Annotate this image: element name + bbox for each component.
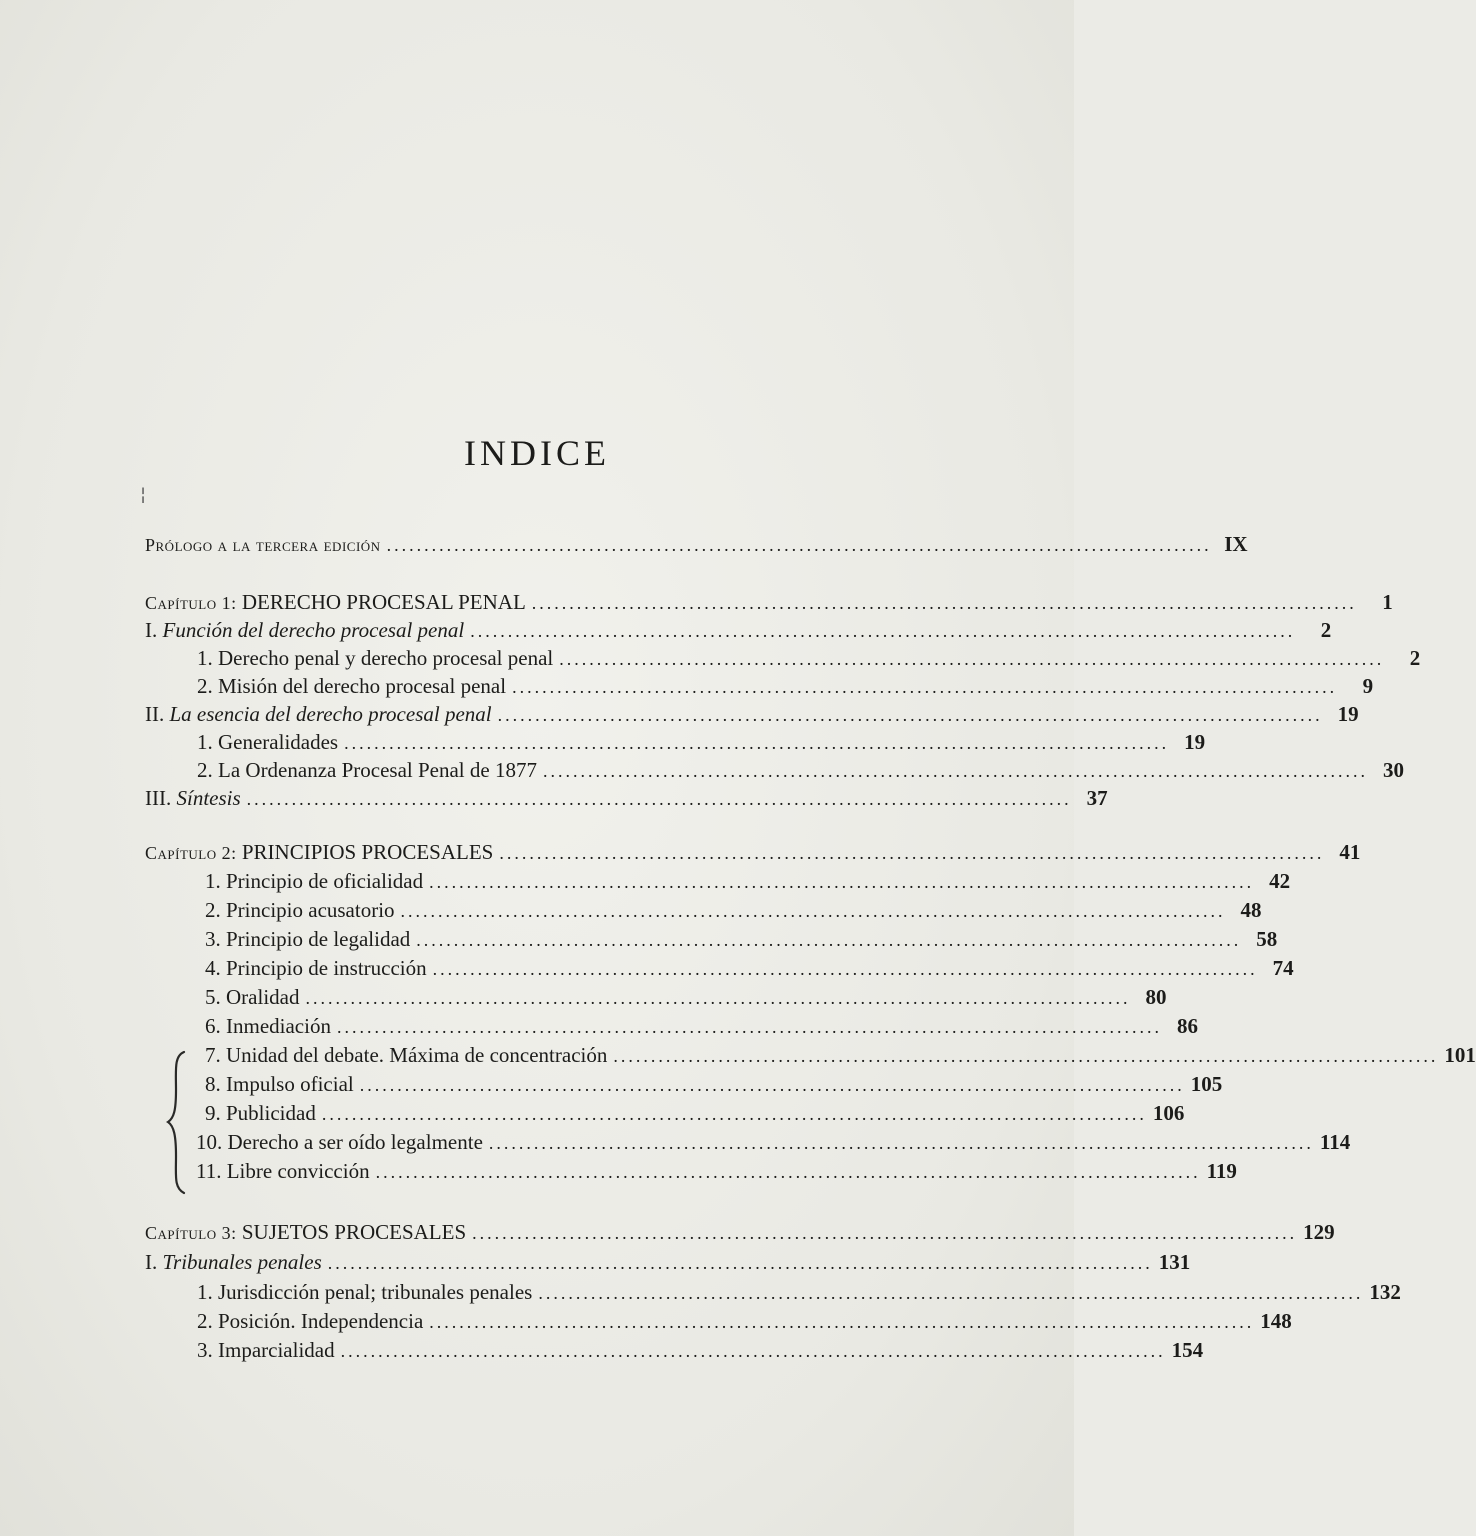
- toc-page-number: IX: [1224, 532, 1248, 556]
- toc-entry-section[interactable]: [145, 702, 1359, 730]
- toc-page-number: 2: [1409, 646, 1421, 670]
- toc-entry-label: 3. Imparcialidad: [197, 1338, 335, 1362]
- toc-leader-dots: ..............................................................................................................: [359, 1075, 1185, 1095]
- toc-entry-subsection[interactable]: [205, 927, 1278, 955]
- toc-leader-dots: ..............................................................................................................: [512, 677, 1338, 697]
- toc-entry-subsection[interactable]: [197, 674, 1374, 702]
- toc-entry-label: Capítulo 2: PRINCIPIOS PROCESALES: [145, 840, 494, 864]
- toc-entry-label: 6. Inmediación: [205, 1014, 331, 1038]
- toc-entry-label: Capítulo 1: DERECHO PROCESAL PENAL: [145, 590, 526, 614]
- toc-page-number: 58: [1256, 927, 1278, 951]
- toc-entry-label: 2. Misión del derecho procesal penal: [197, 674, 507, 698]
- toc-entry-label: 5. Oralidad: [205, 985, 300, 1009]
- toc-leader-dots: ..............................................................................................................: [416, 930, 1242, 950]
- toc-leader-dots: ..............................................................................................................: [499, 843, 1325, 863]
- toc-page-number: 19: [1337, 702, 1359, 726]
- toc-page-number: 37: [1086, 786, 1108, 810]
- toc-entry-section[interactable]: [145, 1250, 1191, 1278]
- page-title: INDICE: [464, 433, 610, 473]
- toc-leader-dots: ..............................................................................................................: [344, 733, 1170, 753]
- toc-entry-label: 3. Principio de legalidad: [205, 927, 411, 951]
- toc-entry-subsection[interactable]: [197, 758, 1404, 786]
- toc-entry-subsection[interactable]: [205, 1101, 1185, 1129]
- toc-entry-label: 2. Posición. Independencia: [197, 1309, 424, 1333]
- toc-entry-label: 4. Principio de instrucción: [205, 956, 427, 980]
- toc-entry-subsection[interactable]: [197, 730, 1206, 758]
- toc-entry-subsection[interactable]: [196, 1130, 1351, 1158]
- toc-leader-dots: ..............................................................................................................: [432, 959, 1258, 979]
- toc-page-number: 114: [1319, 1130, 1351, 1154]
- toc-entry-subsection[interactable]: [205, 898, 1262, 926]
- toc-entry-subsection[interactable]: [205, 1014, 1198, 1042]
- toc-entry-label: 2. La Ordenanza Procesal Penal de 1877: [197, 758, 537, 782]
- toc-page-number: 148: [1260, 1309, 1292, 1333]
- toc-leader-dots: ..............................................................................................................: [246, 789, 1072, 809]
- toc-entry-label: 1. Derecho penal y derecho procesal penal: [197, 646, 554, 670]
- toc-entry-label: I. Tribunales penales: [145, 1250, 322, 1274]
- toc-entry-label: 7. Unidad del debate. Máxima de concentración: [205, 1043, 608, 1067]
- toc-page-number: 9: [1362, 674, 1374, 698]
- toc-leader-dots: ..............................................................................................................: [375, 1162, 1201, 1182]
- toc-leader-dots: ..............................................................................................................: [559, 649, 1385, 669]
- toc-page-number: 2: [1320, 618, 1332, 642]
- toc-leader-dots: ..............................................................................................................: [336, 1017, 1162, 1037]
- toc-page-number: 129: [1303, 1220, 1335, 1244]
- margin-mark: ¦: [140, 484, 147, 505]
- toc-entry-chapter-2[interactable]: [145, 840, 1361, 868]
- toc-entry-subsection[interactable]: [205, 985, 1167, 1013]
- toc-entry-subsection[interactable]: [197, 1280, 1401, 1308]
- toc-entry-label: Capítulo 3: SUJETOS PROCESALES: [145, 1220, 467, 1244]
- toc-entry-label: 1. Generalidades: [197, 730, 339, 754]
- toc-leader-dots: ..............................................................................................................: [472, 1223, 1298, 1243]
- toc-page-number: 154: [1171, 1338, 1204, 1362]
- toc-entry-subsection[interactable]: [205, 956, 1294, 984]
- toc-entry-label: III. Síntesis: [145, 786, 241, 810]
- toc-entry-label: 1. Jurisdicción penal; tribunales penales: [197, 1280, 533, 1304]
- toc-entry-label: II. La esencia del derecho procesal penal: [145, 702, 492, 726]
- toc-leader-dots: ..............................................................................................................: [429, 872, 1255, 892]
- toc-leader-dots: ..............................................................................................................: [321, 1104, 1147, 1124]
- toc-page-number: 1: [1382, 590, 1393, 614]
- toc-page-number: 80: [1145, 985, 1167, 1009]
- toc-entry-label: Prólogo a la tercera edición: [145, 535, 381, 555]
- handwritten-brace-mark: [162, 1050, 190, 1195]
- toc-entry-label: 8. Impulso oficial: [205, 1072, 354, 1096]
- toc-page-number: 105: [1190, 1072, 1223, 1096]
- toc-entry-chapter-3[interactable]: [145, 1220, 1335, 1248]
- toc-page-number: 101: [1444, 1043, 1476, 1067]
- toc-page-number: 19: [1184, 730, 1206, 754]
- toc-entry-subsection[interactable]: [197, 646, 1421, 674]
- toc-page-number: 86: [1176, 1014, 1198, 1038]
- toc-entry-section[interactable]: [145, 786, 1108, 814]
- toc-page-number: 30: [1382, 758, 1404, 782]
- toc-entry-label: 9. Publicidad: [205, 1101, 316, 1125]
- toc-entry-prologo[interactable]: [145, 532, 1248, 560]
- toc-leader-dots: ..............................................................................................................: [400, 901, 1226, 921]
- toc-entry-label: 11. Libre convicción: [196, 1159, 370, 1183]
- toc-entry-subsection[interactable]: [205, 1072, 1223, 1100]
- toc-leader-dots: ..............................................................................................................: [327, 1253, 1153, 1273]
- toc-entry-label: I. Función del derecho procesal penal: [145, 618, 465, 642]
- toc-page-number: 42: [1269, 869, 1291, 893]
- toc-page-number: 131: [1158, 1250, 1191, 1274]
- toc-entry-label: 10. Derecho a ser oído legalmente: [196, 1130, 483, 1154]
- toc-leader-dots: ..............................................................................................................: [542, 761, 1368, 781]
- toc-entry-subsection[interactable]: [205, 1043, 1476, 1071]
- toc-page-number: 132: [1369, 1280, 1401, 1304]
- toc-leader-dots: ..............................................................................................................: [497, 705, 1323, 725]
- toc-page-number: 48: [1240, 898, 1262, 922]
- toc-leader-dots: ..............................................................................................................: [429, 1312, 1255, 1332]
- toc-entry-subsection[interactable]: [205, 869, 1291, 897]
- toc-leader-dots: ..............................................................................................................: [613, 1046, 1439, 1066]
- toc-page-number: 119: [1206, 1159, 1237, 1183]
- toc-entry-label: 1. Principio de oficialidad: [205, 869, 424, 893]
- toc-entry-subsection[interactable]: [197, 1338, 1204, 1366]
- toc-leader-dots: ..............................................................................................................: [386, 535, 1212, 555]
- toc-leader-dots: ..............................................................................................................: [488, 1133, 1314, 1153]
- toc-leader-dots: ..............................................................................................................: [470, 621, 1296, 641]
- toc-page-number: 74: [1272, 956, 1294, 980]
- toc-entry-subsection[interactable]: [196, 1159, 1237, 1187]
- toc-leader-dots: ..............................................................................................................: [340, 1341, 1166, 1361]
- toc-page-number: 41: [1339, 840, 1361, 864]
- toc-page-number: 106: [1152, 1101, 1185, 1125]
- toc-leader-dots: ..............................................................................................................: [531, 593, 1357, 613]
- toc-leader-dots: ..............................................................................................................: [538, 1283, 1364, 1303]
- toc-leader-dots: ..............................................................................................................: [305, 988, 1131, 1008]
- toc-entry-label: 2. Principio acusatorio: [205, 898, 395, 922]
- toc-entry-subsection[interactable]: [197, 1309, 1292, 1337]
- toc-entry-chapter-1[interactable]: [145, 590, 1393, 618]
- toc-entry-section[interactable]: [145, 618, 1332, 646]
